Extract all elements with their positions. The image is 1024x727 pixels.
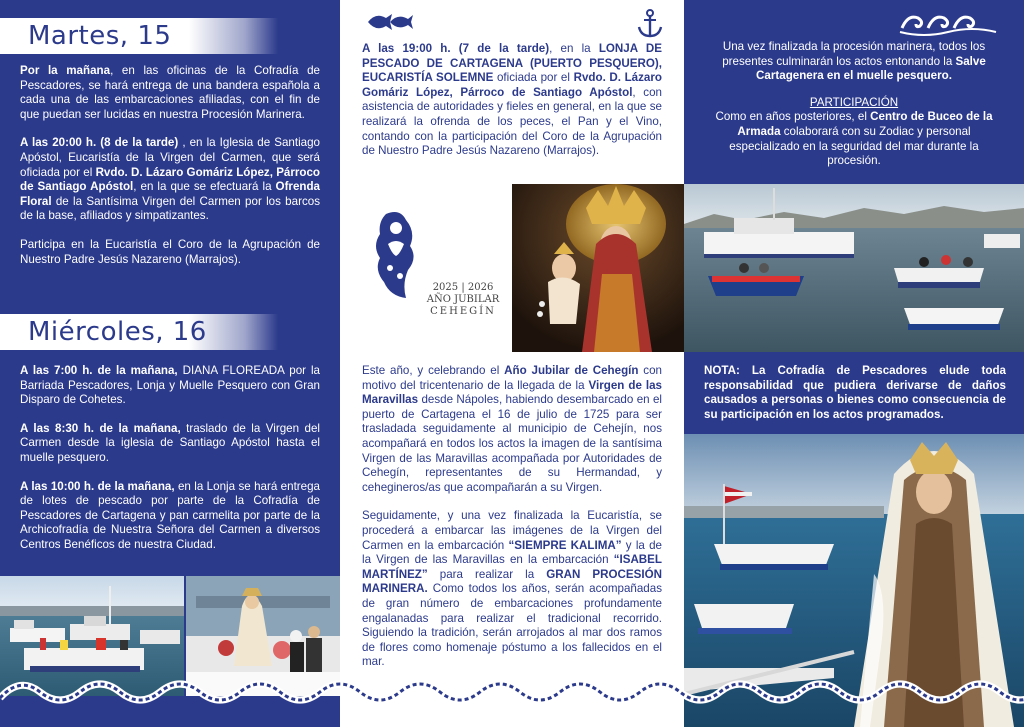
rope-border-icon [0,672,1024,712]
note-text [704,364,1006,436]
fish-icon [366,10,414,34]
participation-title: PARTICIPACIÓN [809,95,899,109]
panel-right [684,0,1024,727]
mass-text [362,42,662,173]
participation-paragraph: Como en años posteriores, el Centro de Buceo de la Armada colaborará con su Zodiac y personal especializado en la seguridad del mar durante la procesión. [715,110,993,168]
jubilee-town: CEHEGÍN [430,306,496,317]
wednesday-title: Miércoles, 16 [0,314,278,350]
tuesday-title: Martes, 15 [0,18,278,54]
waves-icon [898,8,998,38]
wednesday-item-1: A las 7:00 h. de la mañana, DIANA FLOREADA por la Barriada Pescadores, Lonja y Muelle Pesquero con Gran Disparo de Cohetes. [20,364,320,407]
closing-text [704,40,1004,183]
jubilee-logo-icon [366,210,424,302]
wednesday-item-3: A las 10:00 h. de la mañana, en la Lonja se hará entrega de lotes de pescado por parte de la Cofradía de Pescadores de Cartagena y pan carmelita por parte de la Archicofradía de Nuestra Señora del Carmen a diversos Centros Benéficos de nuestra Ciudad. [20,479,320,551]
procession-paragraph: Seguidamente, y una vez finalizada la Eucaristía, se procederá a embarcar las imágenes de la Virgen del Carmen en la embarcación “SIEMPRE KALIMA” y la de la Virgen de las Maravillas en la embarcación “ISABEL MARTÍNEZ” para realizar la GRAN PROCESIÓN MARINERA. Como todos los años, serán acompañadas de gran número de embarcaciones profundamente engalanadas para realizar el tradicional recorrido. Siguiendo la tradición, serán arrojados al mar dos ramos de flores como homenaje póstumo a los fallecidos en el mar. [362,509,662,669]
tuesday-item-1: Por la mañana, en las oficinas de la Cofradía de Pescadores, se hará entrega de una bandera española a cada una de las embarcaciones afiliadas, con el fin de que puedan ser lucidas en nuestra Procesión Marinera. [20,64,320,121]
tuesday-item-2: A las 20:00 h. (8 de la tarde) , en la Iglesia de Santiago Apóstol, Eucaristía de la Virgen del Carmen, que será oficiada por el Rvdo. D. Lázaro Gomáriz López, Párroco de Santiago Apóstol, en la que se efectuará la Ofrenda Floral de la Santísima Virgen del Carmen por los barcos de la base, afiliados y simpatizantes. [20,136,321,223]
tuesday-text [20,64,320,281]
note-paragraph: NOTA: La Cofradía de Pescadores elude toda responsabilidad que pudiera derivarse de daños causados a personas o bienes como consecuencia de su participación en los actos programados. [704,364,1006,421]
panel-left [0,0,340,727]
panel-center [340,0,684,727]
wednesday-item-2: A las 8:30 h. de la mañana, traslado de la Virgen del Carmen desde la iglesia de Santiago Apóstol hasta el muelle pesquero. [20,421,320,464]
closing-paragraph: Una vez finalizada la procesión marinera, todos los presentes culminarán los actos entonando la Salve Cartagenera en el muelle pesquero. [722,40,986,83]
photo-virgin-maravillas [512,184,684,352]
photo-procession-boats [684,184,1024,352]
jubilee-line: AÑO JUBILAR [426,294,500,305]
jubilee-years: 2025 | 2026 [432,282,494,293]
anchor-icon [636,8,664,38]
jubilee-caption [418,282,508,318]
tuesday-item-3: Participa en la Eucaristía el Coro de la Agrupación de Nuestro Padre Jesús Nazareno (Marrajos). [20,237,320,266]
wednesday-text [20,364,320,567]
jubilee-text [362,364,662,684]
jubilee-paragraph: Este año, y celebrando el Año Jubilar de Cehegín con motivo del tricentenario de la llegada de la Virgen de las Maravillas desde Nápoles, habiendo desembarcado en el puerto de Cartagena el 16 de julio de 1725 para ser trasladada seguidamente al municipio de Cehejín, nos acompañará en todos los actos la imagen de la santísima Virgen de las Maravillas acompañada por Autoridades de Cehegín, representantes de su Hermandad, y cehegineros/as que acompañarán a su Virgen. [362,364,662,494]
mass-paragraph: A las 19:00 h. (7 de la tarde), en la LONJA DE PESCADO DE CARTAGENA (PUERTO PESQUERO), EUCARISTÍA SOLEMNE oficiada por el Rvdo. D. Lázaro Gomáriz López, Párroco de Santiago Apóstol, con asistencia de autoridades y fieles en general, en la que se realizará la ofrenda de los peces, el Pan y el Vino, contando con la participación del Coro de la Agrupación de Nuestro Padre Jesús Nazareno (Marrajos). [362,42,662,158]
